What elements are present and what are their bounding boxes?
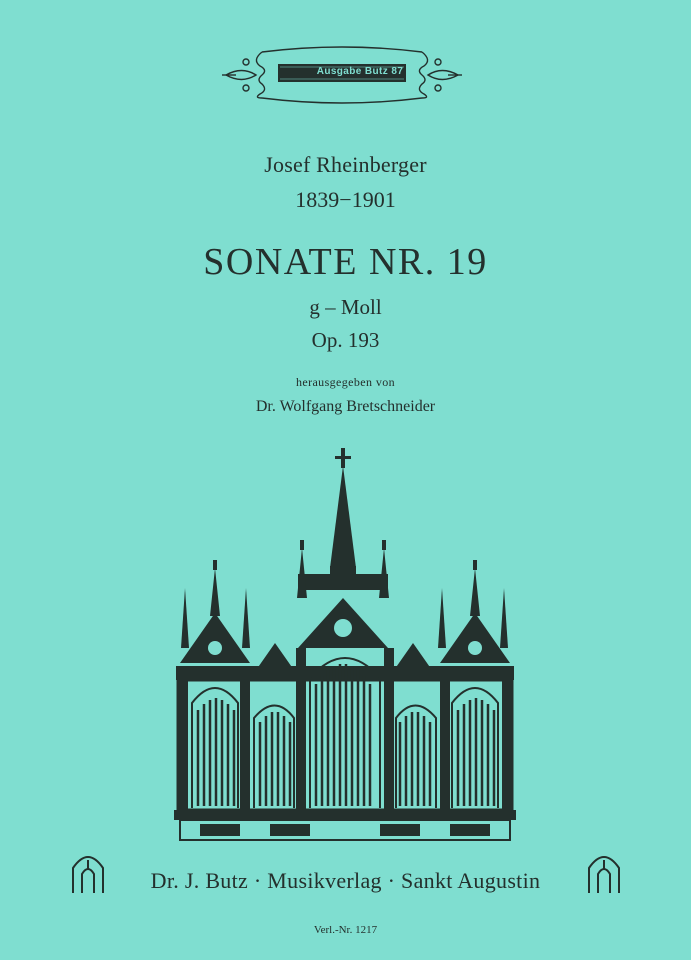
composer-name: Josef Rheinberger [264, 152, 427, 177]
editor-credit: herausgegeben von [295, 375, 396, 389]
publisher-line: Dr. J. Butz · Musikverlag · Sankt Augustin [150, 868, 541, 893]
composer-dates: 1839−1901 [295, 187, 396, 212]
series-label: Ausgabe Butz 87 [316, 66, 404, 77]
organ-illustration [170, 448, 520, 843]
catalog-number: Verl.-Nr. 1217 [313, 924, 378, 936]
work-key: g – Moll [309, 295, 382, 319]
work-title: SONATE NR. 19 [203, 241, 488, 283]
work-opus: Op. 193 [311, 328, 380, 352]
editor-name: Dr. Wolfgang Bretschneider [255, 398, 436, 415]
gothic-window-icon [586, 850, 622, 894]
